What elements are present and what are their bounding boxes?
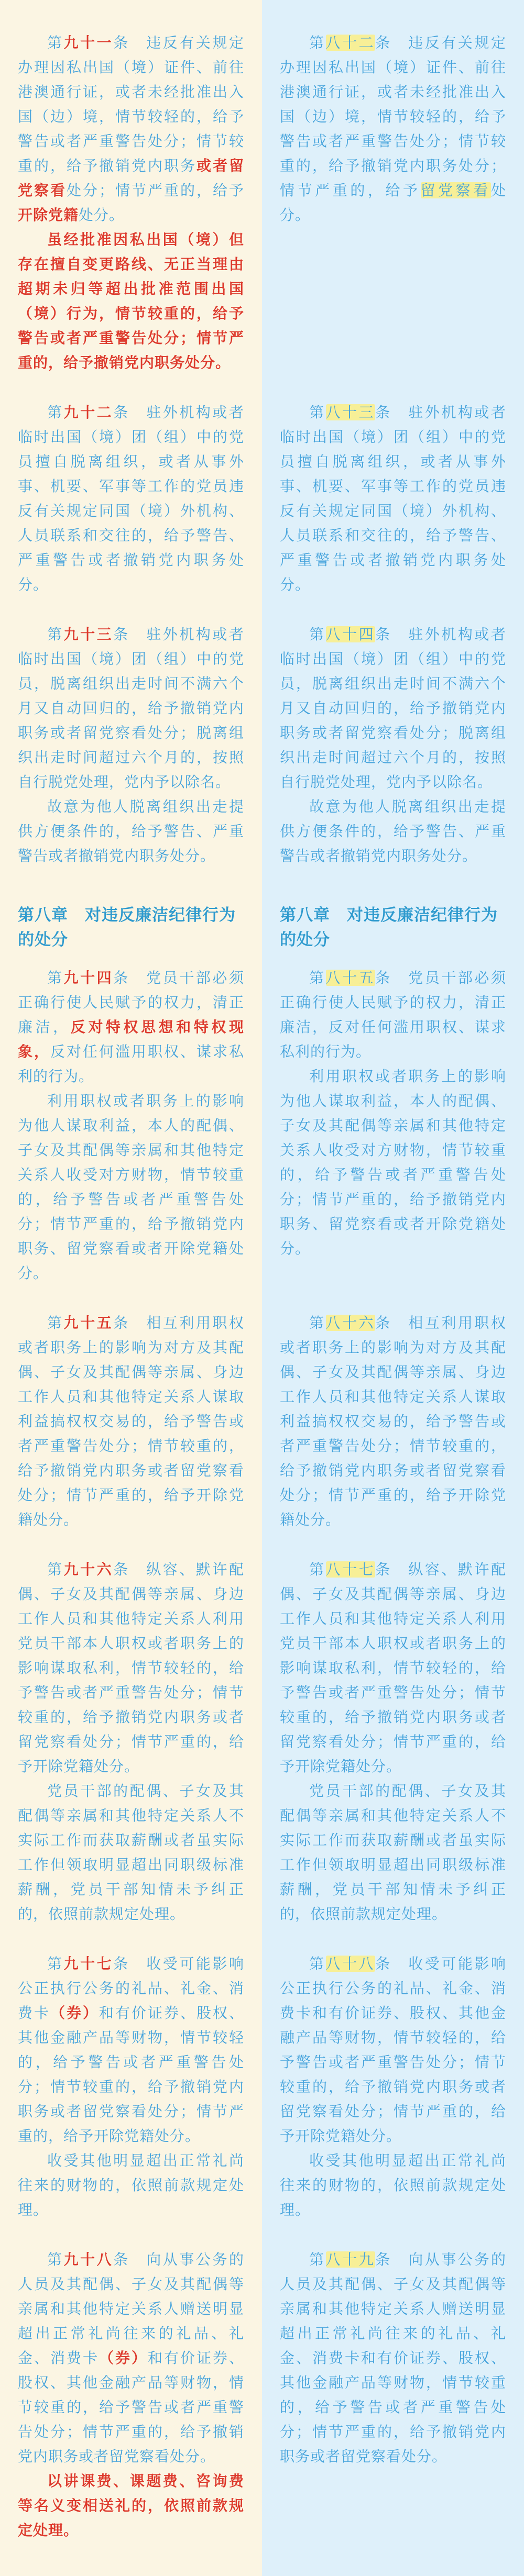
highlighted-text-segment: 留党察看 [420, 182, 491, 198]
text-segment: 收受其他明显超出正常礼尚往来的财物的，依照前款规定处理。 [280, 2152, 506, 2218]
paragraph [18, 30, 244, 227]
original-version-cell [262, 387, 524, 609]
paragraph [280, 1311, 506, 1532]
text-segment: 条 党员干部必须正确行使人民赋予的权力，清正廉洁， [18, 970, 244, 1035]
original-version-cell [262, 2235, 524, 2576]
original-version-cell [262, 0, 524, 387]
text-segment: 处分；情节严重的，给予 [67, 182, 244, 198]
paragraph [18, 227, 244, 375]
text-segment: 条 收受可能影响公正执行公务的礼品、礼金、消费卡和有价证券、股权、其他金融产品等财物，情节较轻的，给予警告或者严重警告处分；情节较重的，给予撤销党内职务或者留党察看处分；情节严重的，给予开除党籍处分。 [280, 1956, 506, 2144]
text-segment: 第 [47, 970, 64, 986]
revised-text-segment: （券） [99, 2350, 148, 2366]
paragraph [18, 2247, 244, 2469]
text-segment: 党员干部的配偶、子女及其配偶等亲属和其他特定关系人不实际工作而获取薪酬或者虽实际工作但领取明显超出同职级标准薪酬，党员干部知情未予纠正的，依照前款规定处理。 [280, 1783, 506, 1922]
text-segment: 第 [309, 1561, 326, 1578]
revised-version-cell [0, 1939, 262, 2235]
highlighted-text-segment: 八十四 [325, 626, 376, 642]
revised-text-segment: 开除党籍 [18, 207, 79, 223]
revised-text-segment: 九十八 [63, 2251, 114, 2268]
highlighted-text-segment: 八十五 [325, 970, 376, 986]
article-row [0, 609, 524, 881]
paragraph [280, 622, 506, 794]
chapter-heading [18, 903, 244, 952]
text-segment: 第 [309, 970, 326, 986]
paragraph [280, 1779, 506, 1926]
text-segment: 第八章 对违反廉洁纪律行为的处分 [280, 906, 498, 949]
revised-version-cell [0, 1298, 262, 1545]
text-segment: 第 [309, 626, 326, 642]
text-segment: 第 [309, 1315, 326, 1331]
original-version-cell [262, 609, 524, 881]
paragraph [18, 2148, 244, 2222]
revised-text-segment: 反对特权思想和特权现象， [18, 1019, 244, 1060]
revised-text-segment: 九十一 [63, 35, 114, 51]
revised-version-cell [0, 609, 262, 881]
text-segment: 第 [47, 404, 64, 420]
text-segment: 条 党员干部必须正确行使人民赋予的权力，清正廉洁，反对任何滥用职权、谋求私利的行为。 [280, 970, 506, 1060]
highlighted-text-segment: 八十六 [325, 1315, 376, 1331]
revised-version-cell [0, 881, 262, 953]
text-segment: 和有价证券、股权、其他金融产品等财物，情节较重的，给予警告或者严重警告处分；情节严重的，给予撤销党内职务或者留党察看处分。 [18, 2350, 244, 2464]
text-segment: 第 [47, 35, 64, 51]
article-row [0, 0, 524, 387]
revised-text-segment: 九十三 [63, 626, 114, 642]
text-segment: 处分。 [79, 207, 125, 223]
paragraph [280, 794, 506, 868]
revised-text-segment: 九十七 [63, 1956, 114, 1972]
paragraph [18, 1089, 244, 1285]
original-version-cell [262, 953, 524, 1298]
text-segment: 条 违反有关规定办理因私出国（境）证件、前往港澳通行证，或者未经批准出入国（边）境，情节较轻的，给予警告或者严重警告处分；情节较重的，给予撤销党内职务 [18, 35, 244, 174]
text-segment: 条 违反有关规定办理因私出国（境）证件、前往港澳通行证，或者未经批准出入国（边）境，情节较轻的，给予警告或者严重警告处分；情节较重的，给予撤销党内职务处分；情节严重的，给予 [280, 35, 506, 198]
text-segment: 和有价证券、股权、其他金融产品等财物，情节较轻的，给予警告或者严重警告处分；情节较重的，给予撤销党内职务或者留党察看处分；情节严重的，给予开除党籍处分。 [18, 2005, 244, 2144]
revised-text-segment: 九十五 [63, 1315, 114, 1331]
revised-text-segment: 虽经批准因私出国（境）但存在擅自变更路线、无正当理由超期未归等超出批准范围出国（境）行为，情节较重的，给予警告或者严重警告处分；情节严重的，给予撤销党内职务处分。 [18, 231, 244, 371]
article-row [0, 2235, 524, 2576]
paragraph [18, 794, 244, 868]
paragraph [18, 1951, 244, 2148]
text-segment: 条 纵容、默许配偶、子女及其配偶等亲属、身边工作人员和其他特定关系人利用党员干部本人职权或者职务上的影响谋取私利，情节较轻的，给予警告或者严重警告处分；情节较重的，给予撤销党内职务或者留党察看处分；情节严重的，给予开除党籍处分。 [18, 1561, 244, 1774]
text-segment: 条 驻外机构或者临时出国（境）团（组）中的党员擅自脱离组织，或者从事外事、机要、军事等工作的党员违反有关规定同国（境）外机构、人员联系和交往的，给予警告、严重警告或者撤销党内职务处分。 [18, 404, 244, 593]
text-segment: 第 [309, 1956, 326, 1972]
text-segment: 条 向从事公务的人员及其配偶、子女及其配偶等亲属和其他特定关系人赠送明显超出正常礼尚往来的礼品、礼金、消费卡 [18, 2251, 244, 2366]
chapter-heading-row [0, 881, 524, 953]
highlighted-text-segment: 八十八 [325, 1956, 376, 1972]
text-segment: 第 [47, 1315, 64, 1331]
revised-text-segment: （券） [50, 2005, 99, 2021]
original-version-cell [262, 1545, 524, 1939]
paragraph [280, 1064, 506, 1261]
highlighted-text-segment: 八十七 [325, 1561, 376, 1578]
text-segment: 第 [47, 1561, 64, 1578]
revised-text-segment: 以讲课费、课题费、咨询费等名义变相送礼的，依照前款规定处理。 [18, 2473, 244, 2538]
article-row [0, 1939, 524, 2235]
article-row [0, 953, 524, 1298]
original-version-cell [262, 881, 524, 953]
text-segment: 反对任何滥用职权、谋求私利的行为。 [18, 1043, 244, 1084]
chapter-heading [280, 903, 506, 952]
original-version-cell [262, 1298, 524, 1545]
text-segment: 条 相互利用职权或者职务上的影响为对方及其配偶、子女及其配偶等亲属、身边工作人员和其他特定关系人谋取利益搞权权交易的，给予警告或者严重警告处分；情节较重的，给予撤销党内职务或者留党察看处分；情节严重的，给予开除党籍处分。 [280, 1315, 506, 1528]
paragraph [18, 622, 244, 794]
highlighted-text-segment: 八十三 [325, 404, 376, 420]
text-segment: 党员干部的配偶、子女及其配偶等亲属和其他特定关系人不实际工作而获取薪酬或者虽实际工作但领取明显超出同职级标准薪酬，党员干部知情未予纠正的，依照前款规定处理。 [18, 1783, 244, 1922]
text-segment: 第 [309, 2251, 326, 2268]
text-segment: 处分。 [280, 182, 506, 223]
revised-text-segment: 九十六 [63, 1561, 114, 1578]
paragraph [280, 1557, 506, 1779]
text-segment: 第八章 对违反廉洁纪律行为的处分 [18, 906, 236, 949]
text-segment: 第 [47, 2251, 64, 2268]
revised-version-cell [0, 387, 262, 609]
paragraph [18, 1779, 244, 1926]
paragraph [18, 1311, 244, 1532]
paragraph [18, 400, 244, 597]
text-segment: 第 [47, 1956, 64, 1972]
paragraph [280, 1951, 506, 2148]
text-segment: 收受其他明显超出正常礼尚往来的财物的，依照前款规定处理。 [18, 2152, 244, 2218]
text-segment: 第 [309, 35, 326, 51]
paragraph [280, 965, 506, 1064]
text-segment: 故意为他人脱离组织出走提供方便条件的，给予警告、严重警告或者撤销党内职务处分。 [280, 798, 506, 864]
revised-version-cell [0, 2235, 262, 2576]
revised-version-cell [0, 0, 262, 387]
paragraph [18, 965, 244, 1089]
revised-text-segment: 九十四 [63, 970, 114, 986]
text-segment: 条 驻外机构或者临时出国（境）团（组）中的党员，脱离组织出走时间不满六个月又自动回归的，给予撤销党内职务或者留党察看处分；脱离组织出走时间超过六个月的，按照自行脱党处理，党内予以除名。 [18, 626, 244, 790]
highlighted-text-segment: 八十九 [325, 2251, 376, 2268]
text-segment: 第 [309, 404, 326, 420]
text-segment: 利用职权或者职务上的影响为他人谋取利益，本人的配偶、子女及其配偶等亲属和其他特定关系人收受对方财物，情节较重的，给予警告或者严重警告处分；情节严重的，给予撤销党内职务、留党察看或者开除党籍处分。 [18, 1093, 244, 1281]
article-row [0, 1298, 524, 1545]
text-segment: 条 收受可能影响公正执行公务的礼品、礼金、消费卡 [18, 1956, 244, 2021]
text-segment: 条 驻外机构或者临时出国（境）团（组）中的党员擅自脱离组织，或者从事外事、机要、军事等工作的党员违反有关规定同国（境）外机构、人员联系和交往的，给予警告、严重警告或者撤销党内职务处分。 [280, 404, 506, 593]
revised-version-cell [0, 1545, 262, 1939]
paragraph [18, 2469, 244, 2542]
text-segment: 条 驻外机构或者临时出国（境）团（组）中的党员，脱离组织出走时间不满六个月又自动回归的，给予撤销党内职务或者留党察看处分；脱离组织出走时间超过六个月的，按照自行脱党处理，党内予以除名。 [280, 626, 506, 790]
article-row [0, 387, 524, 609]
article-row [0, 1545, 524, 1939]
revised-version-cell [0, 953, 262, 1298]
paragraph [280, 2247, 506, 2469]
paragraph [280, 2148, 506, 2222]
text-segment: 故意为他人脱离组织出走提供方便条件的，给予警告、严重警告或者撤销党内职务处分。 [18, 798, 244, 864]
text-segment: 条 相互利用职权或者职务上的影响为对方及其配偶、子女及其配偶等亲属、身边工作人员和其他特定关系人谋取利益搞权权交易的，给予警告或者严重警告处分；情节较重的，给予撤销党内职务或者留党察看处分；情节严重的，给予开除党籍处分。 [18, 1315, 244, 1528]
original-version-cell [262, 1939, 524, 2235]
text-segment: 条 纵容、默许配偶、子女及其配偶等亲属、身边工作人员和其他特定关系人利用党员干部本人职权或者职务上的影响谋取私利，情节较轻的，给予警告或者严重警告处分；情节较重的，给予撤销党内职务或者留党察看处分；情节严重的，给予开除党籍处分。 [280, 1561, 506, 1774]
text-segment: 条 向从事公务的人员及其配偶、子女及其配偶等亲属和其他特定关系人赠送明显超出正常礼尚往来的礼品、礼金、消费卡和有价证券、股权、其他金融产品等财物，情节较重的，给予警告或者严重警告处分；情节严重的，给予撤销党内职务或者留党察看处分。 [280, 2251, 506, 2464]
paragraph [280, 400, 506, 597]
text-segment: 第 [47, 626, 64, 642]
paragraph [18, 1557, 244, 1779]
revised-text-segment: 或者留党察看 [18, 158, 244, 198]
text-segment: 利用职权或者职务上的影响为他人谋取利益，本人的配偶、子女及其配偶等亲属和其他特定关系人收受对方财物，情节较重的，给予警告或者严重警告处分；情节严重的，给予撤销党内职务、留党察看或者开除党籍处分。 [280, 1068, 506, 1257]
highlighted-text-segment: 八十二 [325, 35, 376, 51]
paragraph [280, 30, 506, 227]
revised-text-segment: 九十二 [63, 404, 114, 420]
